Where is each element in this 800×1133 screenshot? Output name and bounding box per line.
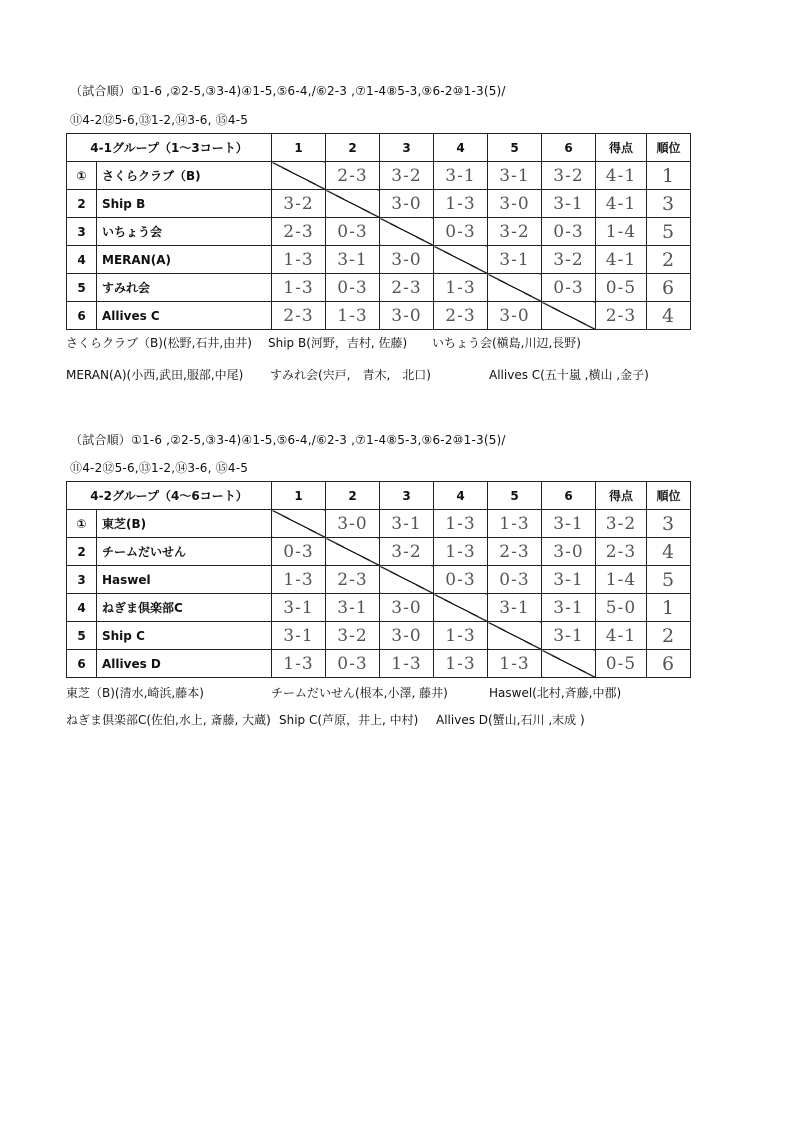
team-points: 4-1 (596, 246, 647, 274)
match-score: 3-1 (488, 162, 542, 190)
match-score: 0-3 (326, 218, 380, 246)
team-name: Ship B (97, 190, 272, 218)
match-order-line-1: （試合順）①1-6 ,②2-5,③3-4)④1-5,⑤6-4,/⑥2-3 ,⑦1-4⑧5-3,⑨6-2⑩1-3(5)/ (70, 433, 506, 447)
team-name: ねぎま倶楽部C (97, 594, 272, 622)
match-score: 3-1 (434, 162, 488, 190)
match-score: 3-0 (380, 246, 434, 274)
table-row (67, 302, 691, 330)
self-match-cell (272, 510, 326, 538)
self-match-cell (380, 218, 434, 246)
match-score: 2-3 (488, 538, 542, 566)
group-name: 4-1グループ（1～3コート） (67, 134, 272, 162)
match-order-line-1: （試合順）①1-6 ,②2-5,③3-4)④1-5,⑤6-4,/⑥2-3 ,⑦1-4⑧5-3,⑨6-2⑩1-3(5)/ (70, 84, 506, 98)
team-rank: 1 (647, 162, 691, 190)
team-points: 4-1 (596, 162, 647, 190)
self-match-cell (326, 538, 380, 566)
match-score: 3-1 (326, 594, 380, 622)
column-header: 1 (272, 134, 326, 162)
self-match-cell (488, 622, 542, 650)
match-score: 1-3 (326, 302, 380, 330)
team-rank: 4 (647, 538, 691, 566)
self-match-cell (434, 594, 488, 622)
rank-header: 順位 (647, 482, 691, 510)
match-score: 3-2 (542, 246, 596, 274)
team-name: Haswel (97, 566, 272, 594)
match-score: 0-3 (326, 650, 380, 678)
column-header: 5 (488, 482, 542, 510)
table-row (67, 190, 691, 218)
team-members: MERAN(A)(小西,武田,服部,中尾) (66, 368, 244, 382)
match-score: 3-0 (542, 538, 596, 566)
team-number: 2 (67, 190, 97, 218)
match-score: 3-2 (272, 190, 326, 218)
team-name: Ship C (97, 622, 272, 650)
team-points: 1-4 (596, 566, 647, 594)
match-score: 2-3 (272, 302, 326, 330)
match-score: 3-1 (542, 622, 596, 650)
team-number: 3 (67, 218, 97, 246)
match-score: 1-3 (434, 510, 488, 538)
team-rank: 6 (647, 274, 691, 302)
team-name: Allives C (97, 302, 272, 330)
team-name: Allives D (97, 650, 272, 678)
column-header: 5 (488, 134, 542, 162)
match-score: 3-1 (542, 190, 596, 218)
team-number: 5 (67, 274, 97, 302)
column-header: 3 (380, 482, 434, 510)
team-points: 1-4 (596, 218, 647, 246)
team-members: Allives D(蟹山,石川 ,末成 ) (436, 713, 585, 727)
table-row (67, 594, 691, 622)
team-name: チームだいせん (97, 538, 272, 566)
column-header: 4 (434, 482, 488, 510)
team-points: 3-2 (596, 510, 647, 538)
match-score: 1-3 (434, 190, 488, 218)
match-score: 3-1 (542, 594, 596, 622)
self-match-cell (542, 650, 596, 678)
match-score: 3-2 (542, 162, 596, 190)
column-header: 2 (326, 134, 380, 162)
team-rank: 4 (647, 302, 691, 330)
team-number: ① (67, 510, 97, 538)
match-score: 2-3 (272, 218, 326, 246)
match-order-line-2: ⑪4-2⑫5-6,⑬1-2,⑭3-6, ⑮4-5 (70, 461, 249, 475)
team-number: 4 (67, 594, 97, 622)
team-members: さくらクラブ（B)(松野,石井,由井) (66, 336, 252, 350)
column-header: 1 (272, 482, 326, 510)
match-score: 1-3 (488, 650, 542, 678)
group-name: 4-2グループ（4～6コート） (67, 482, 272, 510)
column-header: 2 (326, 482, 380, 510)
match-score: 3-0 (380, 190, 434, 218)
team-number: 6 (67, 650, 97, 678)
match-score: 1-3 (272, 246, 326, 274)
team-rank: 2 (647, 246, 691, 274)
match-score: 2-3 (326, 566, 380, 594)
points-header: 得点 (596, 134, 647, 162)
match-score: 3-1 (488, 594, 542, 622)
match-score: 0-3 (434, 218, 488, 246)
rank-header: 順位 (647, 134, 691, 162)
team-points: 4-1 (596, 190, 647, 218)
match-score: 3-0 (488, 302, 542, 330)
match-score: 3-2 (380, 162, 434, 190)
match-score: 3-1 (542, 566, 596, 594)
table-row (67, 538, 691, 566)
self-match-cell (326, 190, 380, 218)
match-score: 3-1 (272, 594, 326, 622)
team-number: 3 (67, 566, 97, 594)
column-header: 3 (380, 134, 434, 162)
match-score: 1-3 (272, 566, 326, 594)
team-name: すみれ会 (97, 274, 272, 302)
match-score: 0-3 (542, 274, 596, 302)
team-number: 4 (67, 246, 97, 274)
match-score: 0-3 (326, 274, 380, 302)
column-header: 4 (434, 134, 488, 162)
match-score: 3-1 (380, 510, 434, 538)
match-score: 1-3 (434, 650, 488, 678)
team-members: Haswel(北村,斉藤,中郡) (489, 686, 622, 700)
match-score: 3-2 (326, 622, 380, 650)
team-name: さくらクラブ（B) (97, 162, 272, 190)
team-members: Allives C(五十嵐 ,横山 ,金子) (489, 368, 649, 382)
team-number: 5 (67, 622, 97, 650)
match-score: 1-3 (272, 650, 326, 678)
team-members: いちょう会(槇島,川辺,長野) (432, 336, 581, 350)
match-score: 2-3 (380, 274, 434, 302)
table-row (67, 566, 691, 594)
team-rank: 2 (647, 622, 691, 650)
team-rank: 3 (647, 510, 691, 538)
team-points: 4-1 (596, 622, 647, 650)
table-row (67, 510, 691, 538)
match-order-line-2: ⑪4-2⑫5-6,⑬1-2,⑭3-6, ⑮4-5 (70, 113, 249, 127)
team-rank: 6 (647, 650, 691, 678)
team-points: 0-5 (596, 650, 647, 678)
self-match-cell (488, 274, 542, 302)
self-match-cell (272, 162, 326, 190)
match-score: 3-1 (272, 622, 326, 650)
team-members: すみれ会(宍戸, 青木, 北口) (270, 368, 431, 382)
match-score: 0-3 (542, 218, 596, 246)
column-header: 6 (542, 482, 596, 510)
match-score: 3-0 (380, 594, 434, 622)
table-row (67, 162, 691, 190)
match-score: 2-3 (434, 302, 488, 330)
table-row (67, 274, 691, 302)
team-number: ① (67, 162, 97, 190)
match-score: 3-2 (488, 218, 542, 246)
team-points: 0-5 (596, 274, 647, 302)
team-members: チームだいせん(根本,小澤, 藤井) (271, 686, 448, 700)
match-score: 0-3 (272, 538, 326, 566)
self-match-cell (434, 246, 488, 274)
team-rank: 3 (647, 190, 691, 218)
table-header-row (67, 134, 691, 162)
table-row (67, 650, 691, 678)
team-rank: 5 (647, 218, 691, 246)
match-score: 0-3 (434, 566, 488, 594)
match-score: 1-3 (434, 538, 488, 566)
column-header: 6 (542, 134, 596, 162)
match-score: 3-1 (488, 246, 542, 274)
team-name: MERAN(A) (97, 246, 272, 274)
self-match-cell (542, 302, 596, 330)
team-number: 2 (67, 538, 97, 566)
group-table-4-2 (66, 481, 691, 678)
team-rank: 5 (647, 566, 691, 594)
match-score: 3-0 (326, 510, 380, 538)
match-score: 1-3 (272, 274, 326, 302)
group-table-4-1 (66, 133, 691, 330)
table-row (67, 218, 691, 246)
team-name: いちょう会 (97, 218, 272, 246)
match-score: 3-1 (326, 246, 380, 274)
match-score: 3-0 (380, 622, 434, 650)
match-score: 3-2 (380, 538, 434, 566)
team-points: 2-3 (596, 302, 647, 330)
match-score: 1-3 (380, 650, 434, 678)
match-score: 1-3 (434, 274, 488, 302)
team-name: 東芝(B) (97, 510, 272, 538)
points-header: 得点 (596, 482, 647, 510)
table-header-row (67, 482, 691, 510)
match-score: 0-3 (488, 566, 542, 594)
team-number: 6 (67, 302, 97, 330)
match-score: 3-0 (380, 302, 434, 330)
team-members: 東芝（B)(清水,崎浜,藤本) (66, 686, 204, 700)
match-score: 3-0 (488, 190, 542, 218)
table-row (67, 246, 691, 274)
match-score: 3-1 (542, 510, 596, 538)
match-score: 1-3 (488, 510, 542, 538)
team-members: Ship C(芦原，井上, 中村) (279, 713, 419, 727)
match-score: 2-3 (326, 162, 380, 190)
team-rank: 1 (647, 594, 691, 622)
table-row (67, 622, 691, 650)
team-members: ねぎま倶楽部C(佐伯,水上, 斎藤, 大蔵) (66, 713, 271, 727)
team-points: 5-0 (596, 594, 647, 622)
team-points: 2-3 (596, 538, 647, 566)
match-score: 1-3 (434, 622, 488, 650)
self-match-cell (380, 566, 434, 594)
team-members: Ship B(河野，吉村, 佐藤) (268, 336, 408, 350)
